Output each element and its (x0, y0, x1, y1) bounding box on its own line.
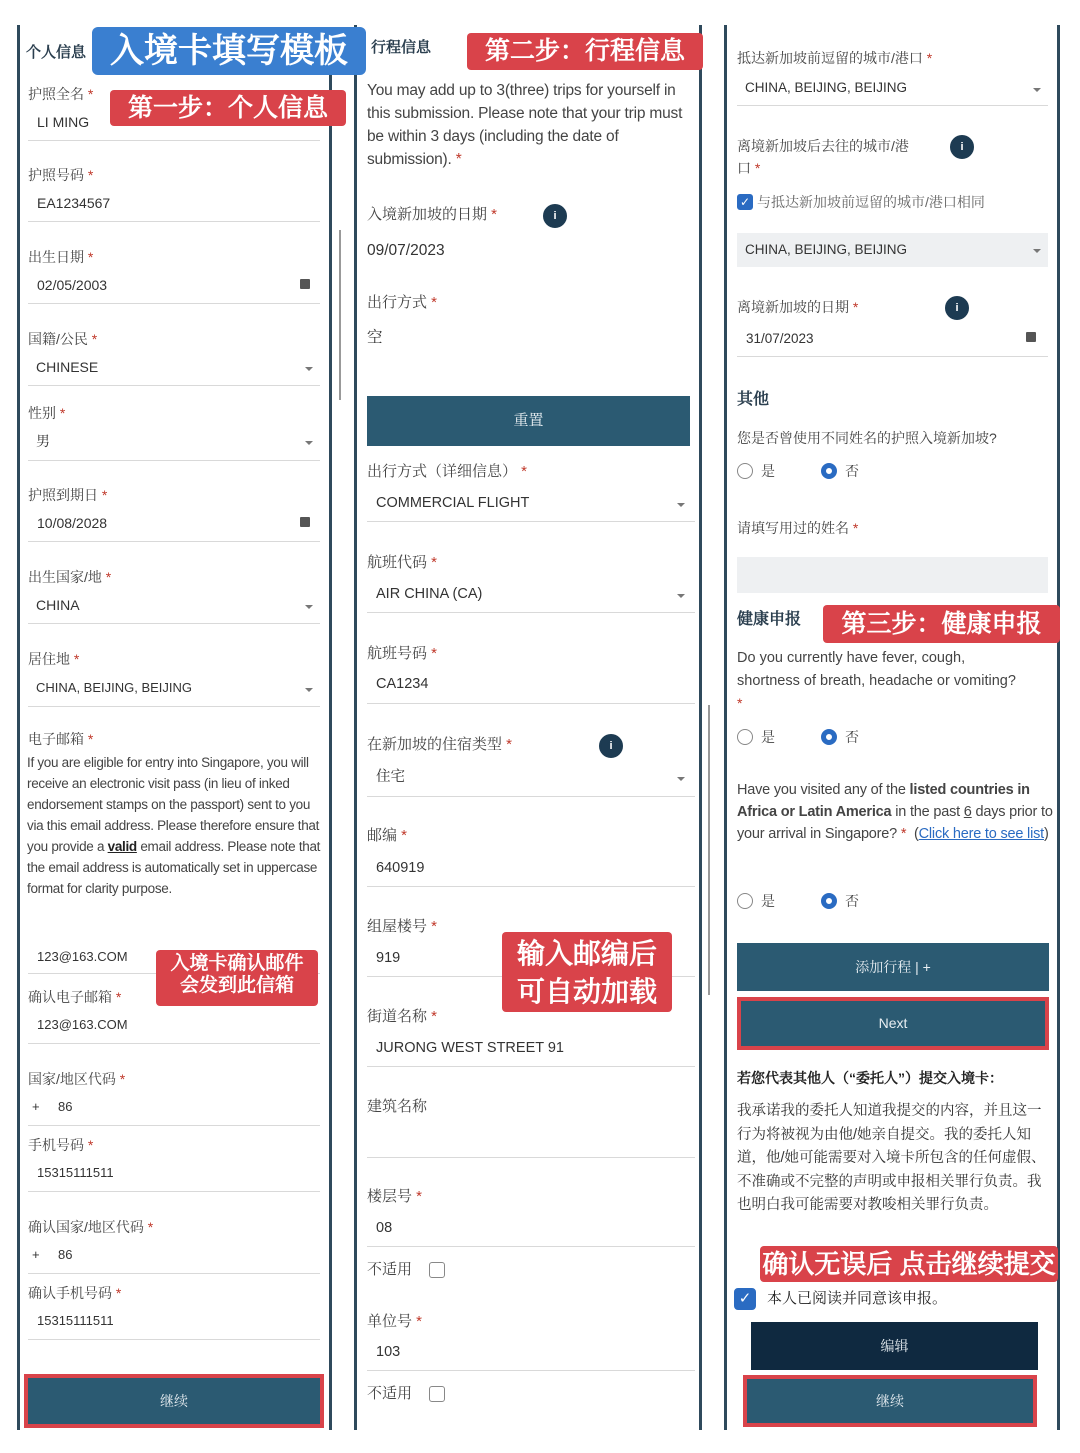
visited-no-radio[interactable] (821, 893, 837, 909)
next-city-label-cont: 口 * (737, 159, 760, 177)
next-city-label: 离境新加坡后去往的城市/港 (737, 138, 909, 154)
plus-icon: + (32, 1247, 40, 1262)
email-input[interactable]: 123@163.COM (37, 949, 128, 964)
used-name-input[interactable] (737, 557, 1048, 593)
personal-section-title: 个人信息 (26, 44, 87, 61)
note-line: 可自动加载 (516, 976, 657, 1007)
country-code-input[interactable]: 86 (58, 1099, 73, 1114)
birth-country-label: 出生国家/地 * (28, 568, 111, 586)
note-line: 输入邮编后 (516, 938, 657, 969)
confirm-phone-label: 确认手机号码 * (28, 1284, 121, 1302)
continue-button[interactable]: 继续 (24, 1374, 324, 1428)
accommodation-select[interactable]: 住宅 (376, 769, 405, 785)
chevron-down-icon[interactable] (305, 367, 313, 371)
info-icon[interactable]: i (599, 734, 623, 758)
different-name-question: 您是否曾使用不同姓名的护照入境新加坡? (737, 430, 997, 446)
visited-countries-question (737, 779, 1055, 845)
confirm-email-label: 确认电子邮箱 * (28, 988, 121, 1006)
street-input[interactable]: JURONG WEST STREET 91 (376, 1040, 564, 1056)
divider (367, 1370, 695, 1371)
continue-submit-button[interactable]: 继续 (743, 1375, 1037, 1427)
q-part: Have you visited any of the (737, 782, 910, 798)
trip-section-title: 行程信息 (371, 39, 432, 56)
chevron-down-icon[interactable] (677, 594, 685, 598)
postcode-input[interactable]: 640919 (376, 860, 425, 876)
birth-country-select[interactable]: CHINA (36, 597, 80, 613)
divider (28, 1191, 320, 1192)
calendar-icon[interactable] (1026, 332, 1036, 342)
travel-mode-detail-label: 出行方式（详细信息） * (367, 463, 527, 481)
phone-input[interactable]: 15315111511 (37, 1165, 114, 1180)
divider (367, 1157, 695, 1158)
q-bold: listed countries (909, 782, 1014, 798)
block-input[interactable]: 919 (376, 950, 401, 966)
residence-select[interactable]: CHINA, BEIJING, BEIJING (36, 680, 193, 695)
same-city-checkbox[interactable]: ✓ (737, 194, 753, 210)
column1-scrollbar[interactable] (339, 230, 341, 400)
note-line: 入境卡确认邮件 (170, 953, 304, 974)
block-label: 组屋楼号 * (367, 918, 437, 936)
email-note-badge (156, 950, 318, 1006)
column1-border-left (17, 25, 20, 1430)
yes-label: 是 (761, 893, 775, 909)
same-city-label: 与抵达新加坡前逗留的城市/港口相同 (757, 194, 985, 210)
required-marker: * (737, 695, 743, 711)
departure-date-label: 离境新加坡的日期 * (737, 298, 858, 316)
nationality-select[interactable]: CHINESE (36, 359, 99, 375)
step3-badge: 第三步：健康申报 (823, 605, 1060, 643)
street-label: 街道名称 * (367, 1008, 437, 1026)
prev-city-label: 抵达新加坡前逗留的城市/港口 * (737, 49, 932, 67)
passport-expiry-label: 护照到期日 * (28, 486, 107, 504)
yes-label: 是 (761, 729, 775, 745)
prev-city-select[interactable]: CHINA, BEIJING, BEIJING (745, 80, 908, 95)
used-name-label: 请填写用过的姓名 * (737, 519, 858, 537)
symptoms-yes-radio[interactable] (737, 729, 753, 745)
divider (367, 521, 695, 522)
divider (28, 303, 320, 304)
passport-number-input[interactable]: EA1234567 (37, 195, 111, 211)
calendar-icon[interactable] (300, 279, 310, 289)
step2-badge: 第二步：行程信息 (467, 33, 703, 70)
accommodation-label: 在新加坡的住宿类型 * (367, 736, 512, 754)
birth-date-input[interactable]: 02/05/2003 (37, 277, 108, 293)
add-trip-button[interactable]: 添加行程 | + (737, 943, 1049, 991)
unit-input[interactable]: 103 (376, 1344, 401, 1360)
gender-label: 性别 * (28, 404, 65, 422)
note-line: 确认无误后 (762, 1249, 893, 1279)
column3-border-left (724, 25, 727, 1430)
confirm-phone-input[interactable]: 15315111511 (37, 1313, 114, 1328)
nationality-label: 国籍/公民 * (28, 330, 97, 348)
floor-input[interactable]: 08 (376, 1220, 393, 1236)
departure-date-input[interactable]: 31/07/2023 (746, 331, 814, 346)
confirm-note-badge (760, 1246, 1058, 1282)
template-title-banner: 入境卡填写模板 (92, 27, 366, 75)
gender-select[interactable]: 男 (36, 433, 50, 449)
symptoms-question-cont: shortness of breath, headache or vomiting? (737, 673, 1016, 689)
arrival-date-value[interactable]: 09/07/2023 (367, 242, 445, 259)
confirm-country-code-input[interactable]: 86 (58, 1247, 73, 1262)
info-icon[interactable]: i (950, 135, 974, 159)
unit-na-checkbox[interactable] (429, 1386, 445, 1402)
chevron-down-icon[interactable] (305, 688, 313, 692)
q-paren: ( (913, 826, 919, 842)
no-label: 否 (845, 463, 859, 479)
flight-number-input[interactable]: CA1234 (376, 676, 429, 692)
info-icon[interactable]: i (945, 296, 969, 320)
q-part: in the past (891, 804, 964, 820)
unit-label: 单位号 * (367, 1313, 422, 1331)
reset-button[interactable]: 重置 (367, 396, 690, 446)
divider (28, 706, 320, 707)
travel-mode-detail-select[interactable]: COMMERCIAL FLIGHT (376, 495, 530, 511)
column1-border-right (329, 70, 332, 1430)
postcode-label: 邮编 * (367, 827, 407, 845)
residence-label: 居住地 * (28, 650, 79, 668)
confirm-email-input[interactable]: 123@163.COM (37, 1017, 128, 1032)
travel-mode-label: 出行方式 * (367, 294, 437, 312)
calendar-icon[interactable] (300, 517, 310, 527)
divider (28, 1339, 320, 1340)
divider (28, 1043, 320, 1044)
next-city-select[interactable]: CHINA, BEIJING, BEIJING (737, 233, 1048, 267)
building-label: 建筑名称 (367, 1098, 428, 1115)
step1-badge: 第一步：个人信息 (110, 90, 346, 126)
chevron-down-icon[interactable] (1033, 249, 1041, 253)
chevron-down-icon[interactable] (677, 503, 685, 507)
country-code-label: 国家/地区代码 * (28, 1070, 125, 1088)
divider (28, 1125, 320, 1126)
country-list-link[interactable]: Click here to see list (918, 826, 1044, 842)
arrival-date-label: 入境新加坡的日期 * (367, 206, 497, 224)
divider (28, 541, 320, 542)
divider (737, 105, 1048, 106)
different-name-yes-radio[interactable] (737, 463, 753, 479)
unit-na-label: 不适用 (367, 1385, 413, 1402)
full-name-label: 护照全名 * (28, 85, 93, 103)
email-help-part: email address. Please note that the email address is automatically set in uppercase format for clarity purpose. (27, 839, 321, 896)
q-part: days prior to your arrival in Singapore? * (737, 804, 1053, 842)
edit-button[interactable]: 编辑 (751, 1322, 1038, 1370)
flight-code-select[interactable]: AIR CHINA (CA) (376, 586, 483, 602)
divider (367, 1066, 695, 1067)
confirm-country-code-label: 确认国家/地区代码 * (28, 1218, 153, 1236)
email-help-part: If you are eligible for entry into Singapore, you will receive an electronic visit pass (in lieu of inked endorsement stamps on the passport) sent to you via this email address. Please therefore ensure that you provide a (27, 755, 320, 854)
chevron-down-icon[interactable] (677, 777, 685, 781)
floor-na-label: 不适用 (367, 1261, 413, 1278)
next-button[interactable]: Next (737, 997, 1049, 1050)
plus-icon: + (32, 1099, 40, 1114)
proxy-declaration-text: 我承诺我的委托人知道我提交的内容，并且这一行为将被视为由他/她亲自提交。我的委托人知道，他/她可能需要对入境卡所包含的任何虚假、不准确或不完整的声明或申报相关罪行负责。我也明白我可能需要对教唆相关罪行负责。 (737, 1103, 1046, 1213)
agree-checkbox[interactable]: ✓ (734, 1288, 756, 1310)
different-name-no-radio[interactable] (821, 463, 837, 479)
divider (367, 886, 695, 887)
passport-expiry-input[interactable]: 10/08/2028 (37, 515, 108, 531)
symptoms-question: Do you currently have fever, cough, (737, 650, 966, 666)
info-icon[interactable]: i (543, 204, 567, 228)
full-name-input[interactable]: LI MING (37, 114, 90, 130)
divider (28, 140, 320, 141)
no-label: 否 (845, 893, 859, 909)
column2-border-right (699, 25, 702, 1430)
divider (737, 356, 1048, 357)
birth-date-label: 出生日期 * (28, 248, 93, 266)
q-bold: in Africa or Latin America (737, 782, 1030, 820)
divider (28, 1273, 320, 1274)
chevron-down-icon[interactable] (1033, 88, 1041, 92)
symptoms-no-radio[interactable] (821, 729, 837, 745)
q-paren: ) (1043, 826, 1049, 842)
chevron-down-icon[interactable] (305, 441, 313, 445)
divider (367, 796, 695, 797)
chevron-down-icon[interactable] (305, 605, 313, 609)
travel-mode-value[interactable]: 空 (367, 329, 383, 346)
divider (28, 623, 320, 624)
email-help-text (27, 752, 326, 899)
phone-label: 手机号码 * (28, 1136, 93, 1154)
proxy-title: 若您代表其他人（“委托人”）提交入境卡： (737, 1070, 1003, 1086)
column2-border-left (354, 25, 357, 1430)
floor-na-checkbox[interactable] (429, 1262, 445, 1278)
divider (28, 460, 320, 461)
divider (367, 703, 695, 704)
yes-label: 是 (761, 463, 775, 479)
column3-border-right (1057, 25, 1060, 1430)
passport-number-label: 护照号码 * (28, 166, 93, 184)
column2-scrollbar[interactable] (708, 705, 710, 995)
email-label: 电子邮箱 * (28, 730, 93, 748)
postcode-note-badge (502, 932, 672, 1012)
email-help-bold: valid (107, 839, 137, 854)
agree-label: 本人已阅读并同意该申报。 (767, 1290, 948, 1307)
divider (28, 221, 320, 222)
flight-number-label: 航班号码 * (367, 645, 437, 663)
health-section-title: 健康申报 (737, 611, 802, 628)
visited-yes-radio[interactable] (737, 893, 753, 909)
divider (28, 385, 320, 386)
floor-label: 楼层号 * (367, 1188, 422, 1206)
note-line: 会发到此信箱 (179, 974, 294, 996)
divider (367, 1246, 695, 1247)
flight-code-label: 航班代码 * (367, 554, 437, 572)
no-label: 否 (845, 729, 859, 745)
divider (367, 612, 695, 613)
note-line: 点击继续提交 (899, 1249, 1056, 1279)
q-days: 6 (963, 804, 972, 820)
trip-intro-text: You may add up to 3(three) trips for yourself in this submission. Please note that your trip must be within 3 days (including the date of submission). * (367, 79, 697, 171)
other-section-title: 其他 (737, 391, 770, 408)
